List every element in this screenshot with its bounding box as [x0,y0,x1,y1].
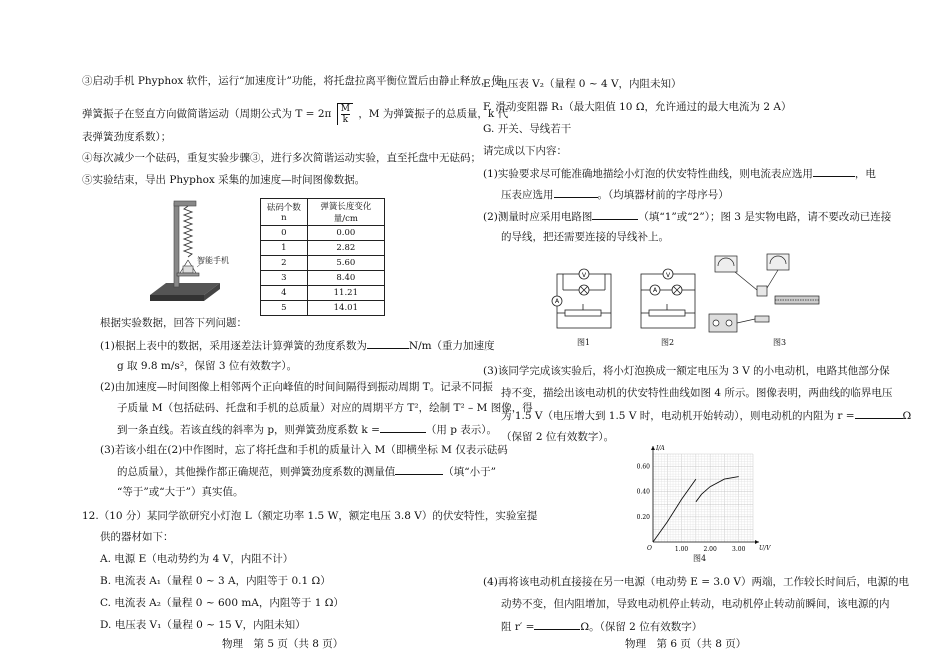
r3-line1: (3)该同学完成该实验后，将小灯泡换成一额定电压为 3 V 的小电动机，电路其他部分保 [483,365,890,377]
table-row [261,256,385,271]
problem12-line2: 供的器材如下： [100,531,174,543]
table-cell: 3 [261,271,308,286]
table-row [261,226,385,241]
questions-intro: 根据实验数据，回答下列问题： [100,317,247,329]
table-cell: 4 [261,286,308,301]
fig1-caption: 图1 [577,338,591,347]
motor-resistance-blank[interactable] [855,408,903,419]
r1-line2 [501,187,729,202]
smartphone [183,266,193,273]
step4: ④每次减少一个砝码，重复实验步骤③，进行多次简谐运动实验，直至托盘中无砝码； [82,152,481,164]
r4-text-b: Ω。（保留 2 位有效数字） [580,621,703,633]
tray [177,273,199,276]
q2-line2: 子质量 M（包括砝码、托盘和手机的总质量）对应的周期平方 T²，绘制 T² – M 图像，得 [117,402,533,414]
y-tick-label: 0.40 [636,488,650,496]
q2-text-a: 到一条直线。若该直线的斜率为 p，则弹簧劲度系数 k = [117,424,380,436]
svg-text:V: V [582,272,587,279]
page-footer-left: 物理 第 5 页（共 8 页） [222,638,344,650]
q3-line2 [117,464,496,479]
origin-label: O [647,545,652,552]
spring-apparatus-figure [150,195,270,310]
option-e: E. 电压表 V₂（量程 0 ~ 4 V，内阻未知） [483,78,682,90]
table-header-row [261,199,385,226]
table-cell: 2 [261,256,308,271]
r2-line2: 的导线，把还需要连接的导线补上。 [501,231,669,243]
table-cell: 0.00 [307,226,384,241]
r2-text-b: （填“1”或“2”）；图 3 是实物电路，请不要改动已连接 [638,211,892,223]
step3-line3: 表弹簧劲度系数）； [82,131,172,143]
r1-text-b: ，电 [854,168,876,180]
q3-text-a: 的总质量），其他操作都正确规范，则弹簧劲度系数的测量值 [117,466,396,478]
frac-top: M [340,104,350,114]
q1-answer-blank[interactable] [367,338,409,349]
table-cell: 5 [261,301,308,316]
q1-line2: g 取 9.8 m/s²，保留 3 位有效数字）。 [117,360,298,372]
q2-text-b: （用 p 表示）。 [425,424,498,436]
r4-line3 [501,619,702,634]
step3-line2 [82,103,508,125]
q1-text-b: N/m（重力加速度 [408,340,495,352]
fig3-caption: 图3 [773,338,787,347]
x-axis-arrow [755,540,759,544]
switch-device [755,316,769,322]
circuit-answer-blank[interactable] [592,209,638,220]
page-footer-right: 物理 第 6 页（共 8 页） [625,638,747,650]
circuit2-frame [641,274,695,328]
table-cell: 5.60 [307,256,384,271]
r1-text-d: 。（均填器材前的字母序号） [597,189,729,201]
frac-bottom: k [342,115,349,125]
y-tick-label: 0.20 [636,513,650,521]
q3-line1: (3)若该小组在(2)中作图时，忘了将托盘和手机的质量计入 M（即横坐标 M 仅表示砝码 [100,444,508,456]
y-tick-label: 0.60 [636,463,650,471]
r4-text-a: 阻 r′ = [501,621,535,633]
sqrt-fraction [337,103,353,125]
r4-line2: 动势不变，但内阻增加，导致电动机停止转动，电动机停止转动前瞬间，该电源的内 [501,598,890,610]
r4-line1: (4)再将该电动机直接接在另一电源（电动势 E = 3.0 V）两端，工作较长时间后，电源的电 [483,576,909,588]
r2-text-a: (2)测量时应采用电路图 [483,211,593,223]
option-c: C. 电流表 A₂（量程 0 ~ 600 mA，内阻等于 1 Ω） [100,597,344,609]
option-b: B. 电流表 A₁（量程 0 ~ 3 A，内阻等于 0.1 Ω） [100,575,331,587]
rheostat-device [775,296,819,304]
source-resistance-blank[interactable] [534,619,580,630]
q3-text-b: （填“小于” [443,466,496,478]
q2-line1: (2)由加速度—时间图像上相邻两个正向峰值的时间间隔得到振动周期 T。记录不同振 [100,381,493,393]
rheostat-symbol [565,310,601,316]
q1-line1 [100,338,495,353]
physical-circuit-figure-3 [705,250,825,340]
x-tick-label: 3.00 [732,546,746,553]
spring-data-table [260,198,385,316]
r1-text-c: 压表应选用 [501,189,554,201]
voltmeter-answer-blank[interactable] [554,187,598,198]
table-row [261,301,385,316]
spring [184,206,192,257]
q3-answer-blank[interactable] [395,464,443,475]
problem12-line1: 12.（10 分）某同学欲研究小灯泡 L（额定功率 1.5 W，额定电压 3.8 V）的伏安特性，实验室提 [82,510,538,522]
r3-text-b: Ω [902,410,912,422]
x-tick-label: 2.00 [703,546,717,553]
stand-arm [174,201,196,206]
table-cell: 8.40 [307,271,384,286]
svg-text:V: V [666,272,671,279]
iv-curve [653,479,696,542]
circuit1-frame [557,274,611,328]
y-axis-label: I/A [656,445,665,452]
tasks-intro: 请完成以下内容： [483,145,567,157]
iv-chart-figure-4 [623,440,771,565]
step3-line2a: 弹簧振子在竖直方向做简谐运动（周期公式为 T = 2π [82,108,332,120]
q2-line3 [117,422,497,437]
table-header: 砝码个数 n [261,199,308,226]
q3-line3: “等于”或“大于”）真实值。 [117,486,244,498]
svg-text:A: A [653,287,658,294]
table-cell: 11.21 [307,286,384,301]
step3-line2b: ，M 为弹簧振子的总质量，k 代 [358,108,509,120]
ammeter-answer-blank[interactable] [813,166,855,177]
table-cell: 0 [261,226,308,241]
right-page [475,0,950,672]
table-cell: 2.82 [307,241,384,256]
option-f: F. 滑动变阻器 R₁（最大阻值 10 Ω，允许通过的最大电流为 2 A） [483,101,792,113]
x-tick-label: 1.00 [674,546,689,553]
table-header: 弹簧长度变化量/cm [307,199,384,226]
x-axis-label: U/V [759,545,771,552]
q2-answer-blank[interactable] [380,422,426,433]
table-cell: 1 [261,241,308,256]
r2-line1 [483,209,891,224]
circuit-figure-2 [635,268,701,334]
lamp-holder [757,286,767,296]
table-cell: 14.01 [307,301,384,316]
rheostat-symbol [649,310,685,316]
fig2-caption: 图2 [661,338,675,347]
r3-line4: （保留 2 位有效数字）。 [501,431,615,443]
r3-line3 [501,408,911,423]
circuit-figure-1 [551,268,617,334]
fig4-caption: 图4 [693,554,707,563]
step3-line1: ③启动手机 Phyphox 软件，运行“加速度计”功能，将托盘拉离平衡位置后由静止释放，使 [82,75,502,87]
svg-text:A: A [555,298,560,305]
r3-line2: 持不变，描绘出该电动机的伏安特性曲线如图 4 所示。图像表明，两曲线的临界电压 [501,387,893,399]
r1-line1 [483,166,876,181]
table-row [261,241,385,256]
base-front [150,295,204,301]
table-row [261,271,385,286]
option-d: D. 电压表 V₁（量程 0 ~ 15 V，内阻未知） [100,619,306,631]
step5: ⑤实验结束，导出 Phyphox 采集的加速度—时间图像数据。 [82,174,366,186]
option-a: A. 电源 E（电动势约为 4 V，内阻不计） [100,553,294,565]
r1-text-a: (1)实验要求尽可能准确地描绘小灯泡的伏安特性曲线，则电流表应选用 [483,168,813,180]
r3-text-a: 为 1.5 V（电压增大到 1.5 V 时，电动机开始转动），则电动机的内阻为 r = [501,410,855,422]
table-row [261,286,385,301]
y-axis-arrow [651,446,655,450]
option-g: G. 开关、导线若干 [483,123,572,135]
q1-text-a: (1)根据上表中的数据，采用逐差法计算弹簧的劲度系数为 [100,340,367,352]
phone-label: 智能手机 [197,256,229,265]
